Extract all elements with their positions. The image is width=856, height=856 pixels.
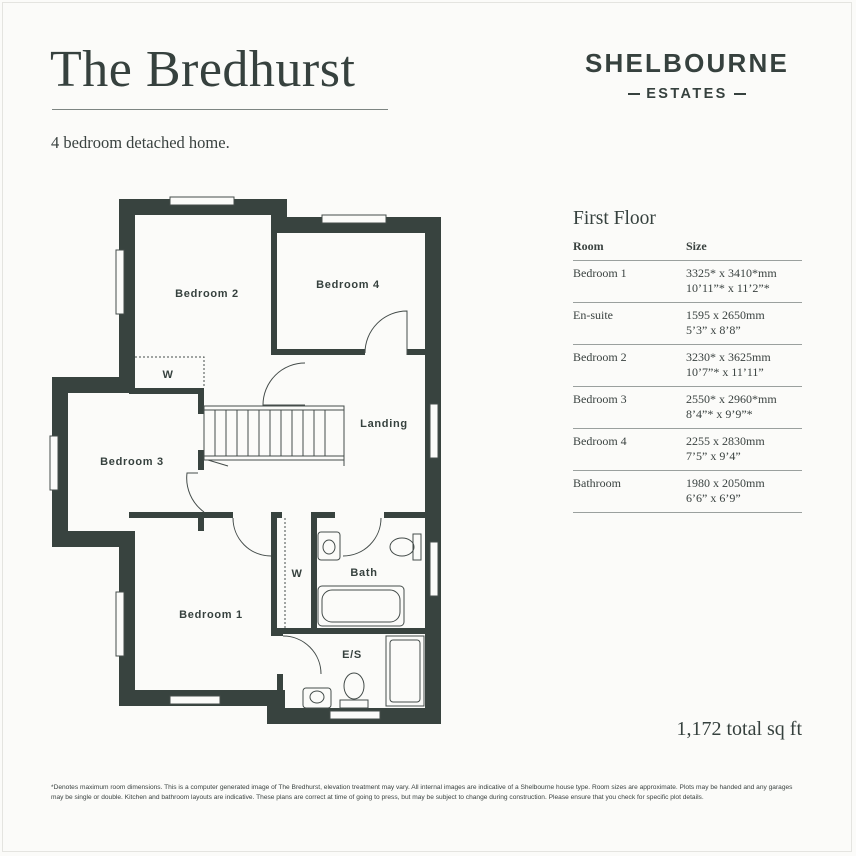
size-imperial: 8’4”* x 9’9”* [686, 407, 753, 421]
schedule-room: Bedroom 2 [573, 345, 686, 387]
size-metric: 2255 x 2830mm [686, 434, 765, 448]
room-label-wardrobe-lower: W [291, 568, 303, 580]
table-row [573, 261, 802, 303]
room-label-bedroom-2: Bedroom 2 [175, 288, 239, 300]
plan-staircase [204, 406, 344, 466]
size-imperial: 5’3” x 8’8” [686, 323, 741, 337]
schedule-title: First Floor [573, 208, 656, 229]
schedule-size [686, 345, 802, 387]
schedule-room: Bathroom [573, 471, 686, 513]
table-row [573, 303, 802, 345]
size-metric: 1980 x 2050mm [686, 476, 765, 490]
size-imperial: 10’7”* x 11’11” [686, 365, 764, 379]
size-metric: 1595 x 2650mm [686, 308, 765, 322]
plan-wardrobes [135, 357, 285, 628]
size-imperial: 7’5” x 9’4” [686, 449, 741, 463]
brand-name: SHELBOURNE [584, 48, 789, 78]
plan-fixtures [303, 532, 424, 708]
schedule-header-size: Size [686, 239, 802, 261]
total-area: 1,172 total sq ft [676, 718, 802, 740]
schedule-table [573, 239, 802, 513]
room-label-bedroom-4: Bedroom 4 [316, 279, 380, 291]
schedule-room: Bedroom 3 [573, 387, 686, 429]
page-subtitle: 4 bedroom detached home. [51, 133, 230, 152]
schedule-header-room: Room [573, 239, 686, 261]
size-metric: 2550* x 2960*mm [686, 392, 777, 406]
size-metric: 3230* x 3625mm [686, 350, 771, 364]
schedule-header-row [573, 239, 802, 261]
room-label-bedroom-1: Bedroom 1 [179, 609, 243, 621]
table-row [573, 345, 802, 387]
schedule-size [686, 303, 802, 345]
size-imperial: 10’11”* x 11’2”* [686, 281, 770, 295]
size-metric: 3325* x 3410*mm [686, 266, 777, 280]
footnote-disclaimer: *Denotes maximum room dimensions. This is a computer generated image of The Bredhurst, elevation treatment may vary. All internal images are indicative of a Shelbourne house type. Room sizes are approximate. Plots may be handed and any garages may be single or double. Kitchen and bathroom layouts are indicative. These plans are correct at time of going to press, but may be subject to change during construction. Please ensure that you check for specific plot details. [51, 784, 793, 801]
room-label-bedroom-3: Bedroom 3 [100, 456, 164, 468]
table-row [573, 471, 802, 513]
schedule-room: Bedroom 4 [573, 429, 686, 471]
schedule-room: Bedroom 1 [573, 261, 686, 303]
room-label-ensuite: E/S [342, 649, 362, 661]
schedule-size [686, 387, 802, 429]
schedule-size [686, 261, 802, 303]
size-imperial: 6’6” x 6’9” [686, 491, 741, 505]
schedule-size [686, 471, 802, 513]
brand-sub-text: ESTATES [646, 86, 728, 102]
room-label-landing: Landing [360, 418, 408, 430]
page-title: The Bredhurst [50, 41, 356, 98]
table-row [573, 429, 802, 471]
schedule-room: En-suite [573, 303, 686, 345]
room-schedule [573, 208, 802, 513]
room-label-wardrobe-upper: W [162, 369, 174, 381]
room-label-bath: Bath [350, 567, 378, 579]
schedule-size [686, 429, 802, 471]
table-row [573, 387, 802, 429]
